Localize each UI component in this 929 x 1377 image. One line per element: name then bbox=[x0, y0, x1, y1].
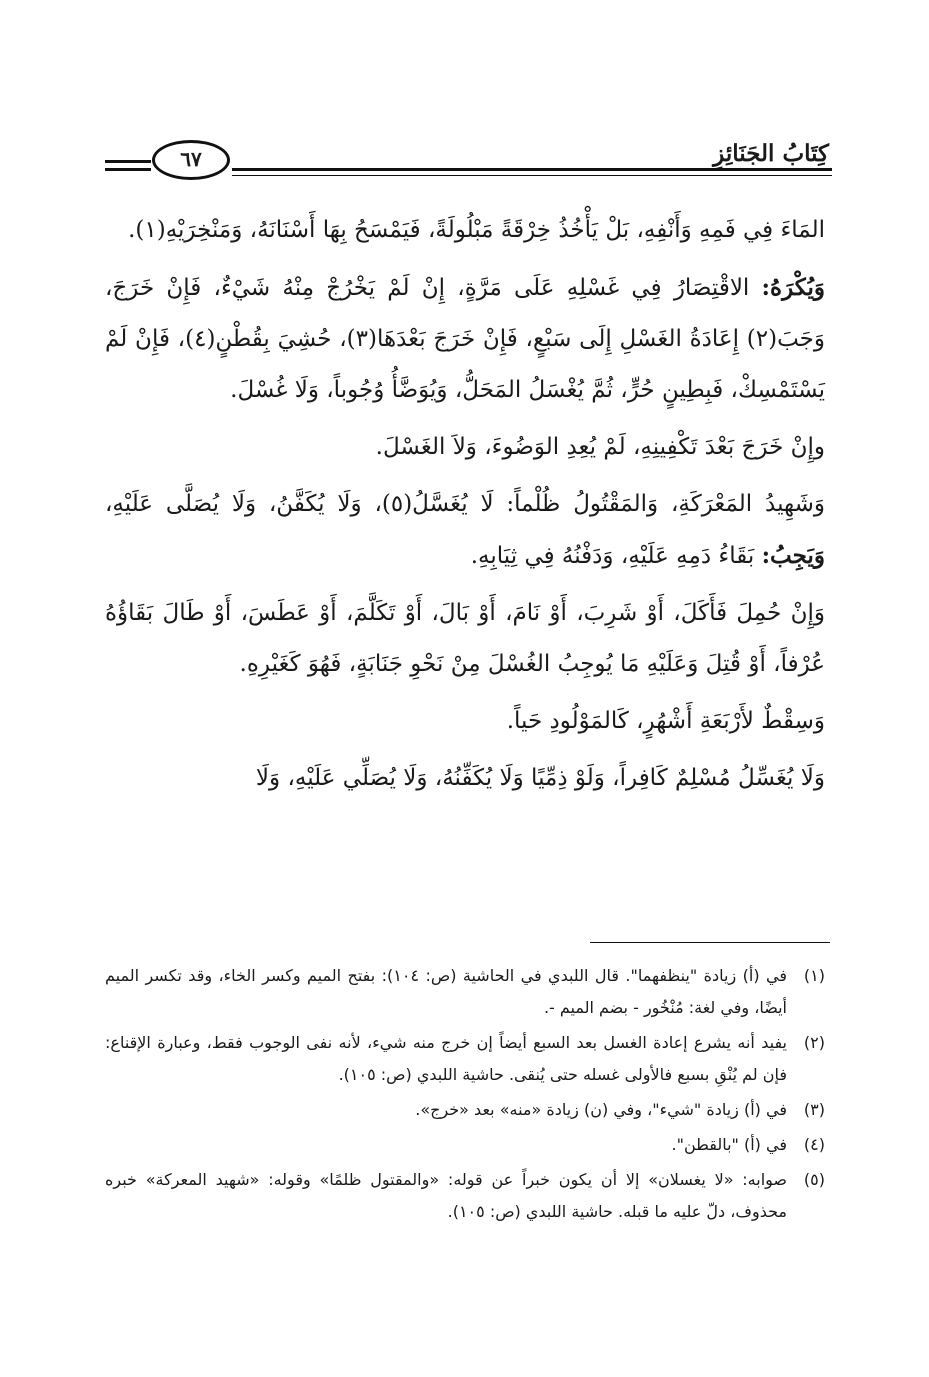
paragraph-5: وَإِنْ حُمِلَ فَأَكَلَ، أَوْ شَرِبَ، أَوْ نَامَ، أَوْ بَالَ، أَوْ تَكَلَّمَ، أَوْ عَطَسَ، أَوْ طَالَ بَقَاؤُهُ عُرْفاً، أَوْ قُتِلَ وَعَلَيْهِ مَا يُوجِبُ الغُسْلَ مِنْ نَحْوِ جَنَابَةٍ، فَهُوَ كَغَيْرِهِ. bbox=[105, 600, 825, 677]
keyword: وَيُكْرَهُ: bbox=[761, 274, 825, 301]
footnote bbox=[105, 1129, 825, 1161]
header-rule-right-thin bbox=[232, 175, 832, 176]
footnote-text: يفيد أنه يشرع إعادة الغسل بعد السبع أيضاً إن خرج منه شيء، لأنه نفى الوجوب فقط، وعبارة الإقناع: فإن لم يُنْقِ بسبع فالأولى غسله حتى يُنقى. حاشية اللبدي (ص: ١٠٥). bbox=[105, 1033, 787, 1084]
footnote-text: صوابه: «لا يغسلان» إلا أن يكون خبراً عن قوله: «والمقتول ظلمًا» وقوله: «شهيد المعركة» خبره محذوف، دلّ عليه ما قبله. حاشية اللبدي (ص: ١٠٥). bbox=[105, 1170, 787, 1221]
page-header bbox=[0, 0, 929, 200]
footnote bbox=[105, 1027, 825, 1091]
footnote-number: (٥) bbox=[803, 1170, 825, 1189]
footnote-text: في (أ) "بالقطن". bbox=[671, 1135, 787, 1154]
footnote-number: (٣) bbox=[803, 1100, 825, 1119]
footnote-number: (١) bbox=[803, 966, 825, 985]
paragraph-2: وَيُكْرَهُ: الاقْتِصَارُ فِي غَسْلِهِ عَلَى مَرَّةٍ، إِنْ لَمْ يَخْرُجْ مِنْهُ شَيْءٌ، فَإِنْ خَرَجَ، وَجَبَ(٢) إِعَادَةُ الغَسْلِ إِلَى سَبْعٍ، فَإِنْ خَرَجَ بَعْدَهَا(٣)، حُشِيَ بِقُطْنٍ(٤)، فَإِنْ لَمْ يَسْتَمْسِكْ، فَبِطِينٍ حُرٍّ، ثُمَّ يُغْسَلُ المَحَلُّ، وَيُوَضَّأُ وُجُوباً، وَلَا غُسْلَ. bbox=[105, 274, 825, 403]
main-text bbox=[105, 205, 825, 810]
paragraph-6: وَسِقْطٌ لأَرْبَعَةِ أَشْهُرٍ، كَالمَوْلُودِ حَياً. bbox=[506, 708, 825, 734]
paragraph-7: وَلَا يُغَسِّلُ مُسْلِمٌ كَافِراً، وَلَوْ ذِمِّيًا وَلَا يُكَفِّنُهُ، وَلَا يُصَلِّي عَلَيْهِ، وَلَا bbox=[255, 765, 825, 791]
footnotes bbox=[105, 960, 825, 1231]
footnote-text: في (أ) زيادة "ينظفهما". قال اللبدي في الحاشية (ص: ١٠٤): بفتح الميم وكسر الخاء، وقد تكسر الميم أيضًا، وفي لغة: مُنْخُور - بضم الميم -. bbox=[105, 966, 787, 1017]
footnote-number: (٢) bbox=[803, 1033, 825, 1052]
header-rule-left-2 bbox=[105, 168, 151, 171]
paragraph-4: وَشَهِيدُ المَعْرَكَةِ، وَالمَقْتُولُ ظُلْماً: لَا يُغَسَّلُ(٥)، وَلَا يُكَفَّنُ، وَلَا يُصَلَّى عَلَيْهِ، وَيَجِبُ: بَقَاءُ دَمِهِ عَلَيْهِ، وَدَفْنُهُ فِي ثِيَابِهِ. bbox=[105, 491, 826, 569]
footnote-separator bbox=[590, 942, 830, 943]
paragraph-1: المَاءَ فِي فَمِهِ وَأَنْفِهِ، بَلْ يَأْخُذُ خِرْقَةً مَبْلُولَةً، فَيَمْسَحُ بِهَا أَسْنَانَهُ، وَمَنْخِرَيْهِ(١). bbox=[128, 217, 825, 243]
footnote bbox=[105, 1094, 825, 1126]
footnote-text: في (أ) زيادة "شيء"، وفي (ن) زيادة «منه» بعد «خرج». bbox=[415, 1100, 787, 1119]
footnote-number: (٤) bbox=[803, 1135, 825, 1154]
page-number: ٦٧ bbox=[152, 140, 230, 180]
header-rule-right bbox=[232, 168, 832, 171]
header-rule-left bbox=[105, 160, 151, 163]
book-title: كِتَابُ الجَنَائِزِ bbox=[713, 140, 829, 167]
footnote bbox=[105, 1164, 825, 1228]
keyword: وَيَجِبُ: bbox=[761, 542, 825, 569]
footnote bbox=[105, 960, 825, 1024]
paragraph-3: وإِنْ خَرَجَ بَعْدَ تَكْفِينِهِ، لَمْ يُعِدِ الوَضُوءَ، وَلاَ الغَسْلَ. bbox=[375, 434, 825, 460]
